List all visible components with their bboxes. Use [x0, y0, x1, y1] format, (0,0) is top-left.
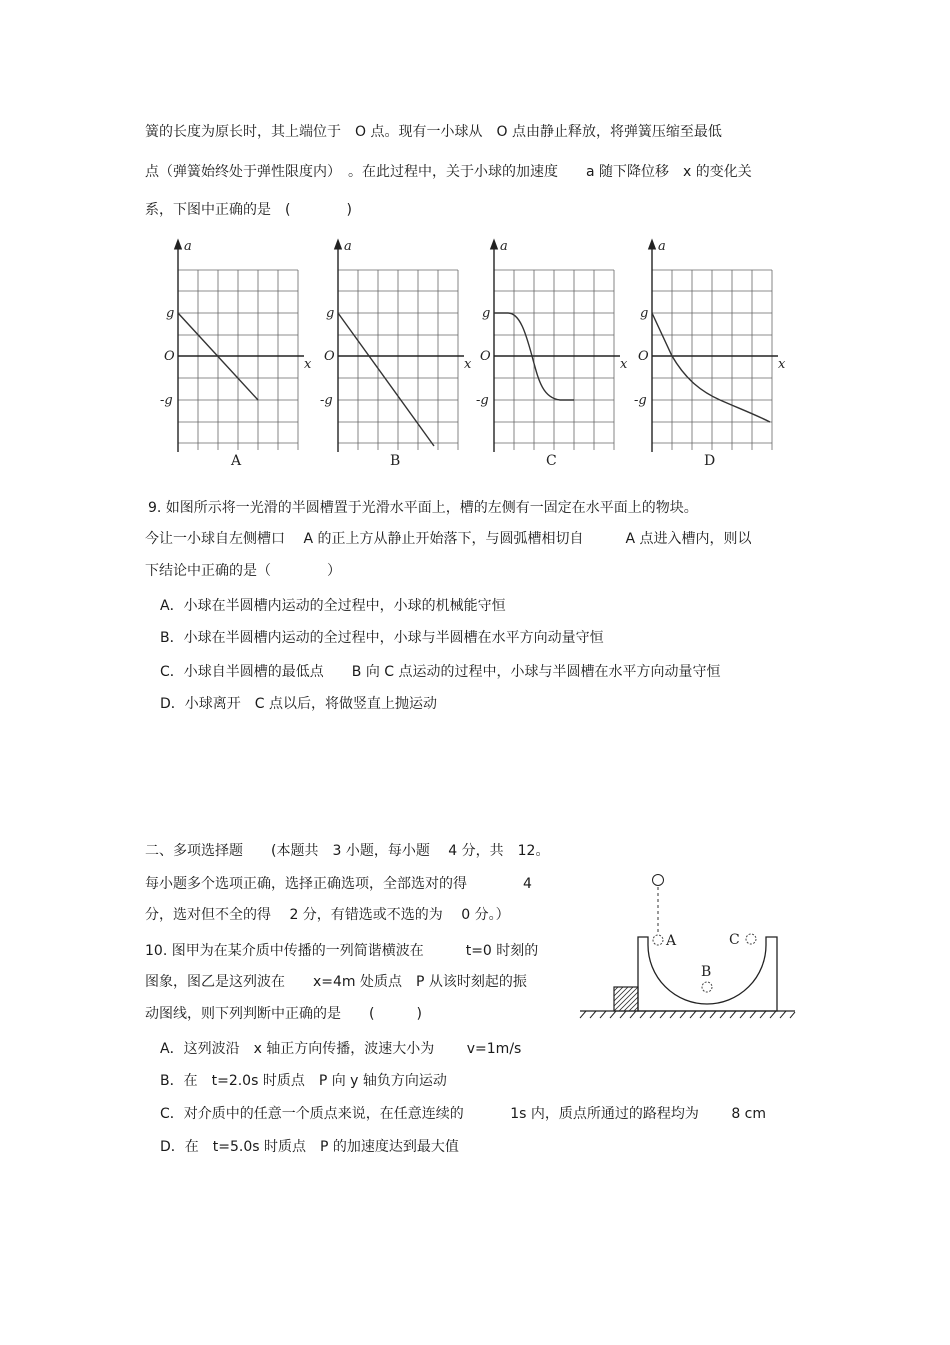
q10-option-b: B．在 t=2.0s 时质点 P 向 y 轴负方向运动 [160, 1073, 447, 1089]
graph-b-label-g: g [326, 306, 335, 321]
graph-b-axis-a: a [344, 239, 352, 254]
graph-a [160, 238, 310, 470]
ball-at-b [702, 982, 712, 992]
section2-line-3: 分，选对但不全的得 2 分，有错选或不选的为 0 分。） [145, 907, 510, 923]
q10-text-line-3: 动图线，则下列判断中正确的是 ( ) [145, 1006, 422, 1022]
q9-text-line-1: 9. 如图所示将一光滑的半圆槽置于光滑水平面上，槽的左侧有一固定在水平面上的物块。 [148, 500, 698, 516]
q10-option-c: C．对介质中的任意一个质点来说，在任意连续的 1s 内，质点所通过的路程均为 8 cm [160, 1106, 767, 1122]
q9-text-line-3: 下结论中正确的是（ ） [145, 563, 341, 579]
graph-d-axis-x: x [778, 357, 786, 372]
graph-a-label-g: g [166, 306, 175, 321]
graph-b-label-o: O [324, 349, 335, 364]
q8-text-line-2: 点（弹簧始终处于弹性限度内） 。在此过程中，关于小球的加速度 a 随下降位移 x 的变化关 [145, 164, 752, 180]
fixed-block [614, 987, 638, 1011]
point-a-label: A [666, 933, 677, 949]
ball-at-c [746, 934, 756, 944]
graph-d-caption: D [704, 453, 716, 469]
graph-d-label-g: g [640, 306, 649, 321]
ground-hatching [580, 1011, 795, 1018]
graph-b [320, 238, 470, 470]
graph-b-caption: B [390, 453, 401, 469]
graph-c-axis-x: x [620, 357, 628, 372]
graph-c-caption: C [546, 453, 557, 469]
trough-diagram [580, 865, 800, 1030]
graph-a-label-neg-g: -g [160, 393, 173, 408]
q9-option-b: B．小球在半圆槽内运动的全过程中，小球与半圆槽在水平方向动量守恒 [160, 630, 604, 646]
graph-a-label-o: O [164, 349, 175, 364]
q10-text-line-2: 图象，图乙是这列波在 x=4m 处质点 P 从该时刻起的振 [145, 974, 527, 990]
graph-d-axis-a: a [658, 239, 666, 254]
ball-at-a [653, 935, 663, 945]
q9-option-a: A．小球在半圆槽内运动的全过程中，小球的机械能守恒 [160, 598, 506, 614]
graph-d [634, 238, 784, 470]
graph-b-label-neg-g: -g [320, 393, 333, 408]
q10-option-d: D．在 t=5.0s 时质点 P 的加速度达到最大值 [160, 1139, 459, 1155]
graph-c-axis-a: a [500, 239, 508, 254]
graph-b-axis-x: x [464, 357, 472, 372]
graph-c [476, 238, 626, 470]
q10-option-a: A．这列波沿 x 轴正方向传播，波速大小为 v=1m/s [160, 1041, 522, 1057]
q9-text-line-2: 今让一小球自左侧槽口 A 的正上方从静止开始落下，与圆弧槽相切自 A 点进入槽内，则以 [145, 531, 752, 547]
point-b-label: B [701, 964, 712, 980]
q9-option-c: C．小球自半圆槽的最低点 B 向 C 点运动的过程中，小球与半圆槽在水平方向动量守恒 [160, 664, 721, 680]
section2-line-2: 每小题多个选项正确，选择正确选项，全部选对的得 4 [145, 876, 532, 892]
graph-d-label-neg-g: -g [634, 393, 647, 408]
q9-option-d: D．小球离开 C 点以后，将做竖直上抛运动 [160, 696, 438, 712]
graph-c-label-o: O [480, 349, 491, 364]
section2-line-1: 二、多项选择题 (本题共 3 小题，每小题 4 分，共 12。 [145, 843, 550, 859]
q10-text-line-1: 10. 图甲为在某介质中传播的一列简谐横波在 t=0 时刻的 [145, 943, 539, 959]
graph-c-label-g: g [482, 306, 491, 321]
graph-a-axis-x: x [304, 357, 312, 372]
graph-d-label-o: O [638, 349, 649, 364]
graph-a-axis-a: a [184, 239, 192, 254]
q8-text-line-1: 簧的长度为原长时，其上端位于 O 点。现有一小球从 O 点由静止释放，将弹簧压缩至最低 [145, 124, 722, 140]
ball-start [653, 875, 664, 886]
q8-text-line-3: 系，下图中正确的是 ( ) [145, 202, 352, 218]
graph-a-caption: A [231, 453, 242, 469]
graph-c-label-neg-g: -g [476, 393, 489, 408]
point-c-label: C [729, 932, 740, 948]
